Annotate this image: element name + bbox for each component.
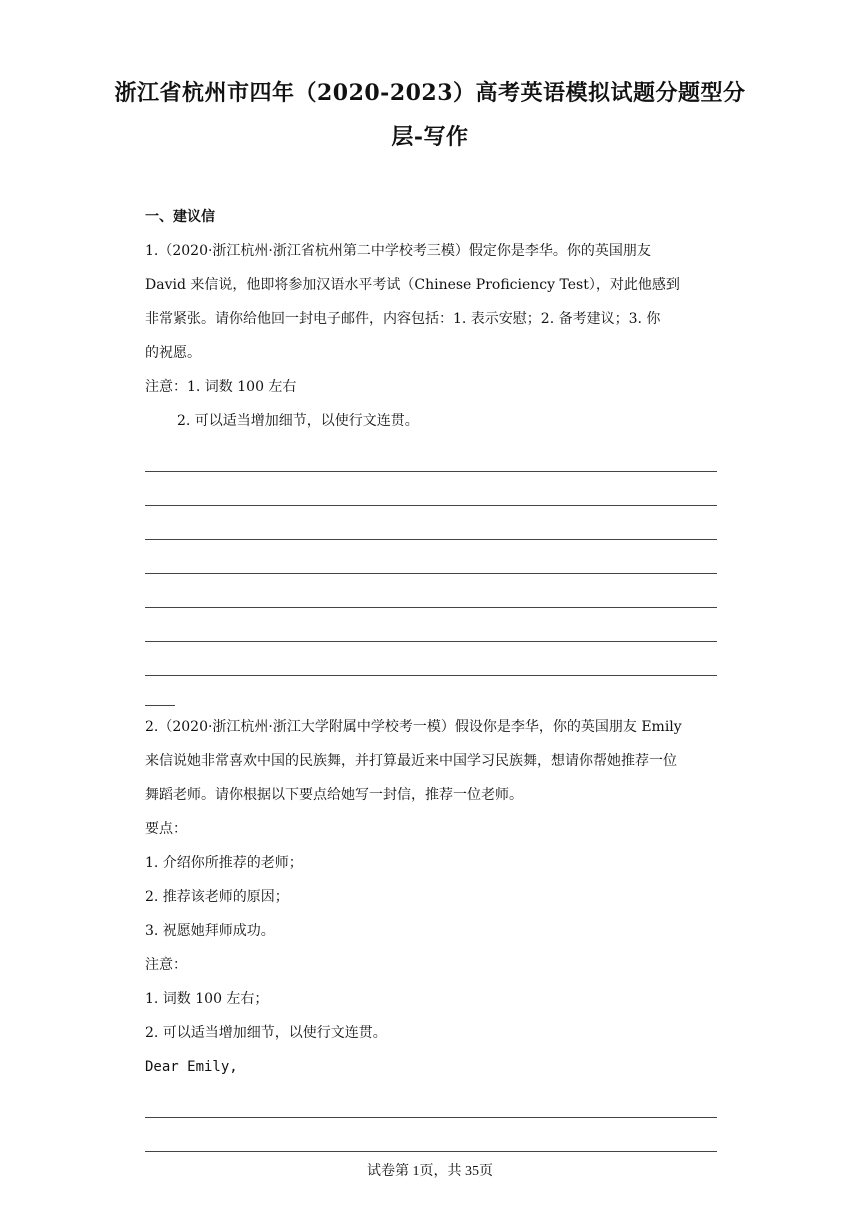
q1-answer-area[interactable]	[145, 438, 717, 706]
q1-prompt-line-4: 的祝愿。	[145, 345, 201, 361]
document-body	[145, 200, 717, 1152]
q2-answer-area[interactable]	[145, 1084, 717, 1152]
q1-note-2: 2. 可以适当增加细节，以使行文连贯。	[177, 413, 419, 429]
answer-line-short[interactable]	[145, 676, 175, 706]
answer-line[interactable]	[145, 608, 717, 642]
document-title-line-1: 浙江省杭州市四年（2020-2023）高考英语模拟试题分题型分	[114, 80, 746, 106]
q2-prompt-line-3: 舞蹈老师。请你根据以下要点给她写一封信，推荐一位老师。	[145, 787, 523, 803]
q2-prompt-line-2: 来信说她非常喜欢中国的民族舞，并打算最近来中国学习民族舞，想请你帮她推荐一位	[145, 753, 677, 769]
q2-salutation: Dear Emily,	[145, 1059, 238, 1075]
page-footer: 试卷第 1页，共 35页	[367, 1164, 493, 1179]
q1-note-1: 注意：1. 词数 100 左右	[145, 379, 297, 395]
answer-line[interactable]	[145, 506, 717, 540]
q2-points-label: 要点：	[145, 821, 187, 837]
q2-point-3: 3. 祝愿她拜师成功。	[145, 923, 275, 939]
q1-prompt-line-3: 非常紧张。请你给他回一封电子邮件，内容包括：1. 表示安慰；2. 备考建议；3. 你	[145, 311, 661, 327]
q2-prompt-line-1: 2.（2020·浙江杭州·浙江大学附属中学校考一模）假设你是李华，你的英国朋友 Emily	[145, 719, 682, 735]
q2-note-1: 1. 词数 100 左右；	[145, 991, 269, 1007]
answer-line[interactable]	[145, 574, 717, 608]
q2-note-2: 2. 可以适当增加细节，以使行文连贯。	[145, 1025, 387, 1041]
answer-line[interactable]	[145, 472, 717, 506]
answer-line[interactable]	[145, 1084, 717, 1118]
document-title-line-2: 层-写作	[391, 124, 469, 150]
q2-point-1: 1. 介绍你所推荐的老师；	[145, 855, 303, 871]
answer-line[interactable]	[145, 438, 717, 472]
answer-line[interactable]	[145, 642, 717, 676]
q1-prompt-line-1: 1.（2020·浙江杭州·浙江省杭州第二中学校考三模）假定你是李华。你的英国朋友	[145, 243, 651, 259]
q1-prompt-line-2: David 来信说，他即将参加汉语水平考试（Chinese Proficiency Test），对此他感到	[145, 277, 680, 293]
answer-line[interactable]	[145, 1118, 717, 1152]
section-heading-suggestion-letter: 一、建议信	[145, 209, 215, 225]
answer-line[interactable]	[145, 540, 717, 574]
q2-point-2: 2. 推荐该老师的原因；	[145, 889, 289, 905]
q2-notes-label: 注意：	[145, 957, 187, 973]
